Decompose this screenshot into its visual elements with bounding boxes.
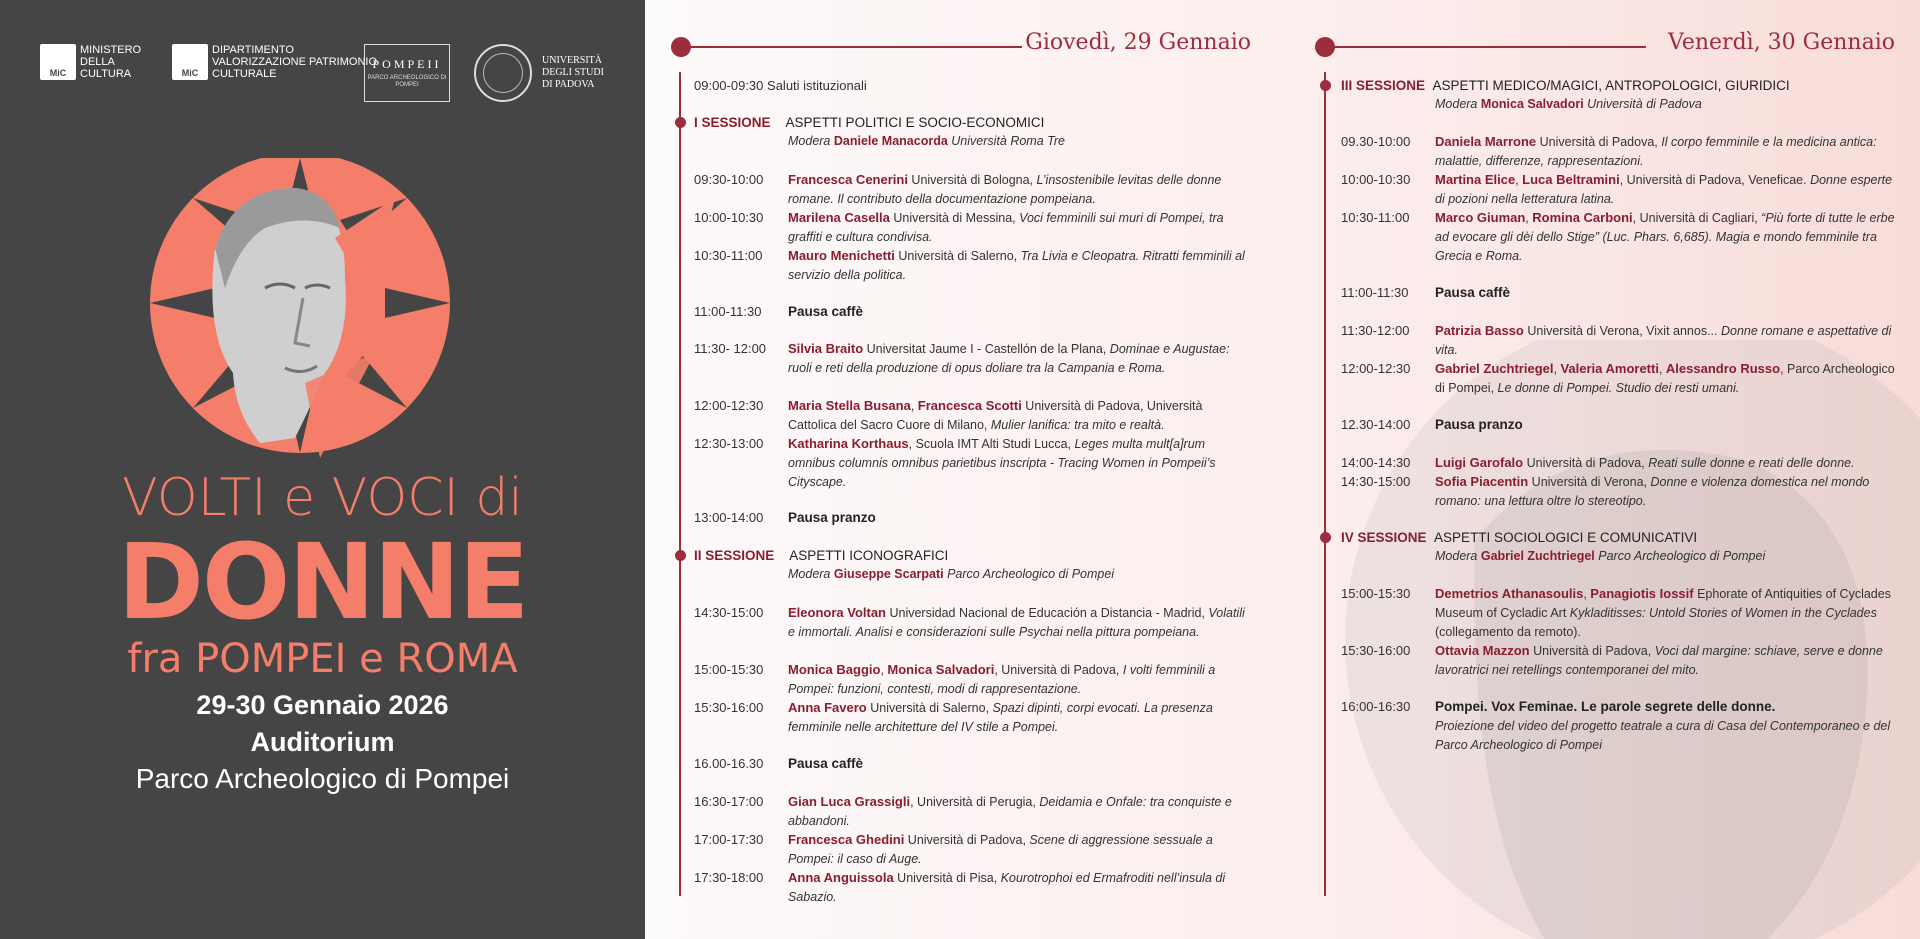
session2-dot [675, 550, 686, 561]
talk-row: 15:00-15:30 Monica Baggio, Monica Salvadori, Università di Padova, I volti femminili a Pompei: funzioni, contesti, modi di rappresentazione. [694, 662, 1216, 696]
padova-logo [474, 44, 612, 102]
talk-row: 09:30-10:00 Francesca Cenerini Università di Bologna, L’insostenibile levitas delle donne romane. Il contributo della documentazione pompeiana. [694, 172, 1222, 206]
talk-row: 15:00-15:30 Demetrios Athanasoulis, Panagiotis Iossif Ephorate of Antiquities of Cyclades Museum of Cycladic Art Kykladitisses: Untold Stories of Women in the Cyclades (collegamento da remoto). [1341, 586, 1891, 639]
day2-timeline [1324, 72, 1326, 896]
event-dates: 29-30 Gennaio 2026 [196, 690, 449, 720]
lunch-break: 12.30-14:00 Pausa pranzo [1341, 417, 1523, 432]
talk-row: 12:30-13:00 Katharina Korthaus, Scuola IMT Alti Studi Lucca, Leges multa mult[a]rum omnibus columnis omnibus parietibus inscripta - Tracing Women in Pompeii’s Cityscape. [694, 436, 1216, 489]
hero-statue-image [145, 158, 455, 488]
parco-pompei-logo [364, 44, 450, 102]
day1-opening: 09:00-09:30 Saluti istituzionali [694, 78, 867, 93]
lunch-break: 13:00-14:00 Pausa pranzo [694, 510, 876, 525]
day2-header-line [1331, 46, 1646, 48]
dipartimento-logo-mark: MiC [172, 44, 208, 80]
talk-row: 12:00-12:30 Gabriel Zuchtriegel, Valeria Amoretti, Alessandro Russo, Parco Archeologico di Pompei, Le donne di Pompei. Studio dei resti umani. [1341, 361, 1895, 395]
session4-header: IV SESSIONE ASPETTI SOCIOLOGICI E COMUNICATIVI Modera Gabriel Zuchtriegel Parco Archeologico di Pompei [1341, 530, 1766, 563]
talk-row: 17:30-18:00 Anna Anguissola Università di Pisa, Kourotrophoi ed Ermafroditi nell’insula di Sabazio. [694, 870, 1226, 904]
talk-row: 12:00-12:30 Maria Stella Busana, Francesca Scotti Università di Padova, Università Cattolica del Sacro Cuore di Milano, Mulier lanifica: tra mito e realtà. [694, 398, 1203, 432]
talk-row: 14:30-15:00 Eleonora Voltan Universidad Nacional de Educación a Distancia - Madrid, Volatili e immortali. Analisi e considerazioni sulle Psychai nella pittura pompeiana. [694, 605, 1245, 639]
day1-header [671, 32, 1251, 62]
padova-logo-text: UNIVERSITÀ DEGLI STUDI DI PADOVA [542, 55, 604, 90]
poster-title-line1: VOLTI e VOCI di [122, 468, 523, 528]
talk-row: 10:00-10:30 Marilena Casella Università di Messina, Voci femminili sui muri di Pompei, tra graffiti e cultura condivisa. [694, 210, 1224, 244]
day1-label: Giovedì, 29 Gennaio [1025, 30, 1251, 55]
talk-row: 17:00-17:30 Francesca Ghedini Università di Padova, Scene di aggressione sessuale a Pompei: il caso di Auge. [694, 832, 1213, 866]
talk-row: 10:30-11:00 Marco Giuman, Romina Carboni, Università di Cagliari, “Più forte di tutte le erbe ad evocare gli dèi dello Stige” (Luc. Phars. 6,685). Magia e mondo femminile tra Grecia e Roma. [1341, 210, 1895, 263]
session3-header: III SESSIONE ASPETTI MEDICO/MAGICI, ANTROPOLOGICI, GIURIDICI Modera Monica Salvadori Università di Padova [1341, 78, 1790, 111]
session1-dot [675, 117, 686, 128]
talk-row: 11:30- 12:00 Silvia Braito Universitat Jaume I - Castellón de la Plana, Dominae e Augustae: ruoli e reti della produzione di opus doliare tra la Campania e Roma. [694, 341, 1230, 375]
mic-logo [40, 44, 158, 80]
talk-row: 15:30-16:00 Anna Favero Università di Salerno, Spazi dipinti, corpi evocati. La presenza femminile nelle architetture del IV stile a Pompei. [694, 700, 1213, 734]
talk-row: 16:30-17:00 Gian Luca Grassigli, Università di Perugia, Deidamia e Onfale: tra conquiste e abbandoni. [694, 794, 1232, 828]
day2-header [1315, 32, 1895, 62]
talk-row: 10:00-10:30 Martina Elice, Luca Beltramini, Università di Padova, Veneficae. Donne esperte di pozioni nella letteratura latina. [1341, 172, 1893, 206]
session4-dot [1320, 532, 1331, 543]
talk-row: 10:30-11:00 Mauro Menichetti Università di Salerno, Tra Livia e Cleopatra. Ritratti femminili al servizio della politica. [694, 248, 1245, 282]
mic-logo-mark: MiC [40, 44, 76, 80]
day1-timeline [679, 72, 681, 896]
program-panel [645, 0, 1920, 939]
poster-title-line2: DONNE [117, 521, 528, 643]
coffee-break: 11:00-11:30 Pausa caffè [1341, 285, 1511, 300]
poster-title-line3: fra POMPEI e ROMA [127, 636, 518, 682]
event-place: Parco Archeologico di Pompei [135, 763, 510, 794]
day1-header-line [687, 46, 1022, 48]
talk-row: 14:30-15:00 Sofia Piacentin Università di Verona, Donne e violenza domestica nel mondo romano: una lettura oltre lo stereotipo. [1341, 474, 1870, 508]
talk-row: 14:00-14:30 Luigi Garofalo Università di Padova, Reati sulle donne e reati delle donne. [1341, 455, 1855, 470]
coffee-break: 16.00-16.30 Pausa caffè [694, 756, 864, 771]
screening-row: 16:00-16:30 Pompei. Vox Feminae. Le parole segrete delle donne. Proiezione del video del progetto teatrale a cura di Casa del Contemporaneo e del Parco Archeologico di Pompei [1341, 699, 1891, 752]
day2-label: Venerdì, 30 Gennaio [1667, 30, 1895, 55]
session2-header: II SESSIONE ASPETTI ICONOGRAFICI Modera Giuseppe Scarpati Parco Archeologico di Pompei [694, 548, 1115, 581]
pompei-logo-title: POMPEII [372, 57, 442, 71]
coffee-break: 11:00-11:30 Pausa caffè [694, 304, 864, 319]
padova-seal-icon [474, 44, 532, 102]
talk-row: 09.30-10:00 Daniela Marrone Università di Padova, Il corpo femminile e la medicina antica: malattie, differenze, rappresentazioni. [1341, 134, 1877, 168]
talk-row: 15:30-16:00 Ottavia Mazzon Università di Padova, Voci dal margine: schiave, serve e donne lavoratrici nei retellings contemporanei del mito. [1341, 643, 1883, 677]
mic-logo-text: MINISTERO DELLA CULTURA [80, 44, 142, 80]
pompei-logo-sub: PARCO ARCHEOLOGICO DI POMPEI [367, 75, 447, 88]
dipartimento-logo [172, 44, 388, 80]
session3-dot [1320, 80, 1331, 91]
dipartimento-logo-text: DIPARTIMENTO VALORIZZAZIONE PATRIMONIO CULTURALE [212, 44, 378, 80]
poster-panel [0, 0, 645, 939]
event-venue: Auditorium [250, 727, 395, 757]
talk-row: 11:30-12:00 Patrizia Basso Università di Verona, Vixit annos... Donne romane e aspettative di vita. [1341, 323, 1892, 357]
session1-header: I SESSIONE ASPETTI POLITICI E SOCIO-ECONOMICI Modera Daniele Manacorda Università Roma Tre [694, 115, 1065, 148]
